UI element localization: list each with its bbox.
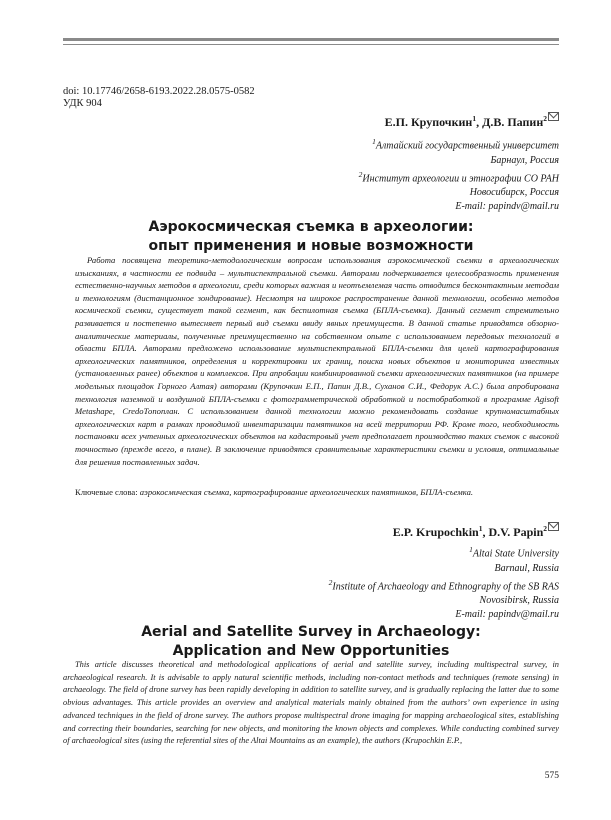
en-affil-3: $^2$Institute of Archaeology and Ethnography of the SB RAS [328,577,559,593]
udc: УДК 904 [63,98,102,109]
en-abstract: This article discusses theoretical and methodological applications of aerial and satellite survey, including multispectral survey, in archaeological research. It is advisable to apply natural scientific methods, including non-contact methods and techniques (remote sensing) in archaeology. The field of drone survey has been rapidly developing in addition to satellite survey, and is gradually replacing the latter due to some obvious advantages. This article provides an overview and analytical materials mainly obtained from the authors’ own experience in using advanced techniques in the field of drone survey. The authors propose multispectral drone imaging for mapping archaeological sites, establishing and correcting their boundaries, searching for new objects, and monitoring the known objects and complexes. While conducting combined survey of archaeological sites (using the referential sites of the Altai Mountains as an example), the authors (Krupochkin E.P., [63,660,559,746]
header-rule-thin [63,44,559,45]
en-affil-4: Novosibirsk, Russia [479,595,559,607]
en-email: E-mail: papindv@mail.ru [455,609,559,621]
ru-affil-1: $^1$Алтайский государственный университет [372,137,559,152]
ru-affiliations [359,135,559,215]
ru-abstract: Работа посвящена теоретико-методологическим вопросам использования аэрокосмической съемки в археологических изысканиях, в частности ее подвида – мультиспектральной съемки. Авторами подчеркивается целесообразность применения естественно-научных методов в археологии, среди которых важная и неотъемлемая часть отводится бесконтактным методам и технологиям (дистанционное зондирование). Несмотря на широкое распространение данной технологии, особенно методов космической съемки, существует такой сегмент, как беспилотная съемка (БПЛА-съемка). Данный сегмент стремительно развивается и постепенно вытесняет первый вид съемки ввиду явных преимуществ. В данной статье приводятся обзорно-аналитические материалы, полученные преимущественно на собственном опыте с использованием передовых технологий в области БПЛА. Авторами предложено использование мультиспектральной БПЛА-съемки для целей картографирования археологических памятников, определения и корректировки их границ, поиска новых объектов и мониторинга известных (установленных ранее) объектов и комплексов. При апробации комбинированной съемки археологических памятников (на примере модельных площадок Горного Алтая) авторами (Крупочкин Е.П., Папин Д.В., Суханов С.И., Федорук А.С.) была апробирована технология наземной и воздушной БПЛА-съемки с фотограмметрической обработкой и постобработкой в программе Agisoft Metashape, CredoТопоплан. С использованием данной технологии можно рекомендовать создание крупномасштабных археологических карт в рамках проводимой инвентаризации памятников на всей территории РФ. Кроме того, необходимость постановки всех учтенных археологических объектов на кадастровый учет предполагает производство таких съемок с высокой точностью (прежде всего, в плане). В заключение приводятся сравнительные характеристики съемки и условия, оптимальные для решения поставленных задач. [75,255,559,467]
ru-affil-2: Барнаул, Россия [490,154,559,166]
en-affiliations [329,543,559,623]
en-title: Aerial and Satellite Survey in Archaeology: Application and New Opportunities [141,624,481,659]
en-affil-2: Barnaul, Russia [494,562,559,574]
ru-email: E-mail: papindv@mail.ru [455,201,559,213]
en-authors: E.P. Krupochkin$^1$, D.V. Papin$^2$ [393,522,559,540]
ru-keywords: Ключевые слова: аэрокосмическая съемка, картографирование археологических памятников, БПЛА-съемка. [75,487,474,497]
mail-icon [548,522,559,531]
en-affil-1: $^1$Altai State University [469,545,559,560]
doi: doi: 10.17746/2658-6193.2022.28.0575-0582 [63,86,255,97]
ru-affil-4: Новосибирск, Россия [469,187,559,199]
ru-affil-3: $^2$Институт археологии и этнографии СО РАН [358,169,559,185]
page-number: 575 [544,771,559,781]
mail-icon [548,112,559,121]
ru-title: Аэрокосмическая съемка в археологии: опыт применения и новые возможности [148,219,474,254]
header-rule-thick [63,38,559,41]
ru-authors: Е.П. Крупочкин$^1$, Д.В. Папин$^2$ [385,112,559,130]
